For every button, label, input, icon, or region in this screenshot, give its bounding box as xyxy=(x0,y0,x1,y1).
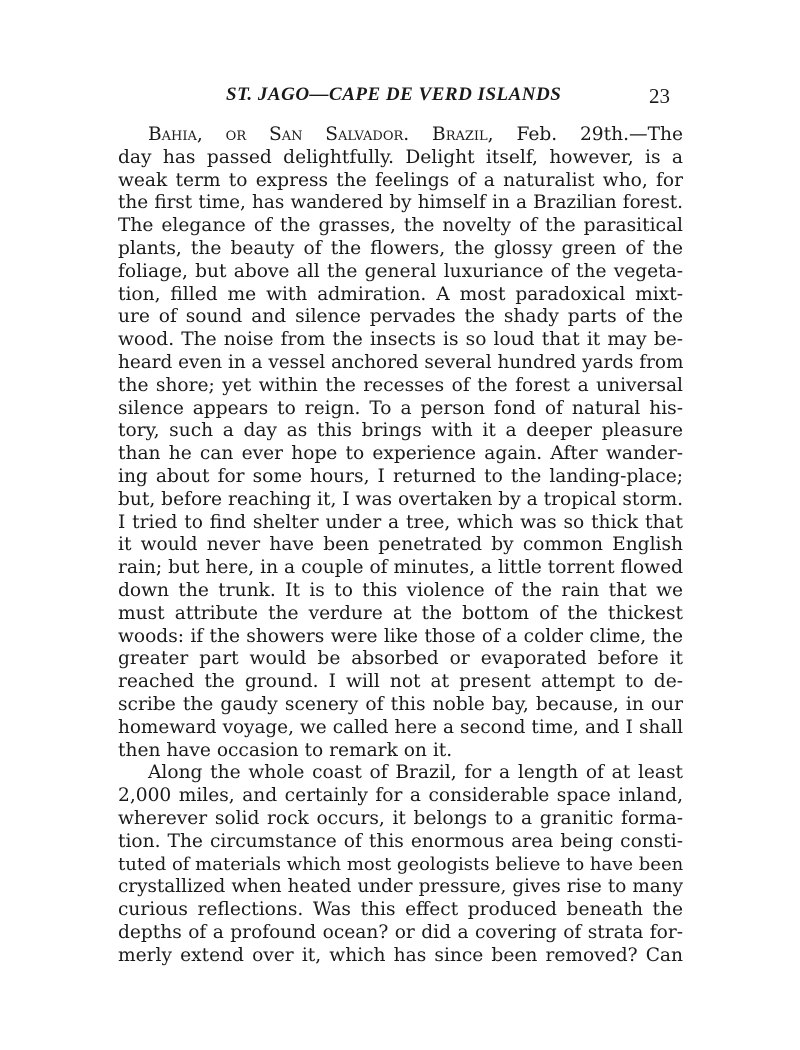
text-line: merly extend over it, which has since been removed? Can xyxy=(118,944,683,966)
text-line: The elegance of the grasses, the novelty of the parasitical xyxy=(118,215,683,237)
text-line: homeward voyage, we called here a second time, and I shall xyxy=(118,716,683,738)
text-line: greater part would be absorbed or evaporated before it xyxy=(118,648,683,670)
text-line: plants, the beauty of the flowers, the glossy green of the xyxy=(118,237,683,259)
text-line: down the trunk. It is to this violence of the rain that we xyxy=(118,579,683,601)
paragraph xyxy=(118,762,683,967)
text-line: scribe the gaudy scenery of this noble bay, because, in our xyxy=(118,693,683,715)
text-line: tion, filled me with admiration. A most paradoxical mixt- xyxy=(118,283,683,305)
text-line: day has passed delightfully. Delight itself, however, is a xyxy=(118,146,683,168)
text-line: reached the ground. I will not at present attempt to de- xyxy=(118,671,683,693)
text-line: woods: if the showers were like those of a colder clime, the xyxy=(118,625,683,647)
text-line: it would never have been penetrated by common English xyxy=(118,534,683,556)
text-line: ure of sound and silence pervades the shady parts of the xyxy=(118,306,683,328)
text-line: the shore; yet within the recesses of the forest a universal xyxy=(118,374,683,396)
text-line: Along the whole coast of Brazil, for a length of at least xyxy=(148,762,683,784)
text-line: foliage, but above all the general luxuriance of the vegeta- xyxy=(118,260,683,282)
text-line: heard even in a vessel anchored several hundred yards from xyxy=(118,351,684,373)
country-heading: Brazil, xyxy=(432,124,494,145)
text-line: but, before reaching it, I was overtaken by a tropical storm. xyxy=(118,488,684,510)
text-line: silence appears to reign. To a person fond of natural his- xyxy=(118,397,683,419)
running-head: ST. JAGO—CAPE DE VERD ISLANDS xyxy=(226,84,562,105)
text-line: tion. The circumstance of this enormous area being consti- xyxy=(118,830,683,852)
text-line xyxy=(118,124,683,147)
text-line: rain; but here, in a couple of minutes, a little torrent flowed xyxy=(118,557,683,579)
text-line: ing about for some hours, I returned to the landing-place; xyxy=(118,465,683,487)
place-heading: Bahia, or San Salvador. xyxy=(148,124,410,145)
text-line: tuted of materials which most geologists believe to have been xyxy=(118,853,684,875)
text-line: tory, such a day as this brings with it a deeper pleasure xyxy=(118,420,683,442)
text-line: I tried to find shelter under a tree, which was so thick that xyxy=(118,511,683,533)
text-line: than he can ever hope to experience again. After wander- xyxy=(118,443,683,465)
text-line: wood. The noise from the insects is so loud that it may be- xyxy=(118,329,683,351)
text-line: weak term to express the feelings of a naturalist who, for xyxy=(118,169,683,191)
text-line: depths of a profound ocean? or did a covering of strata for- xyxy=(118,921,683,943)
text-line: the first time, has wandered by himself in a Brazilian forest. xyxy=(118,192,683,214)
text-line: 2,000 miles, and certainly for a considerable space inland, xyxy=(118,785,683,807)
paragraph xyxy=(118,124,683,762)
page-number: 23 xyxy=(649,84,670,108)
text-line: crystallized when heated under pressure, gives rise to many xyxy=(118,876,683,898)
text-line: must attribute the verdure at the bottom of the thickest xyxy=(118,602,683,624)
text-line: curious reflections. Was this effect produced beneath the xyxy=(118,899,683,921)
date-text: Feb. 29th.—The xyxy=(516,124,683,145)
text-line: then have occasion to remark on it. xyxy=(118,739,453,761)
body-text xyxy=(118,124,683,967)
text-line: wherever solid rock occurs, it belongs to a granitic forma- xyxy=(118,807,683,829)
